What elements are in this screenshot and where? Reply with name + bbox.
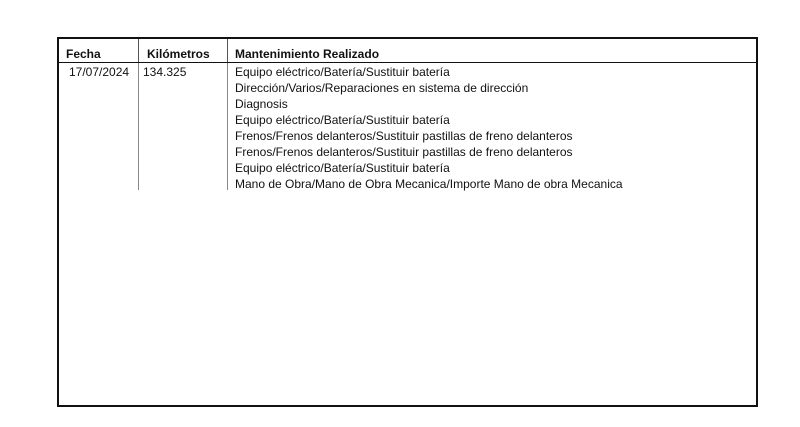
maintenance-table (57, 37, 758, 407)
header-divider-2 (227, 39, 228, 62)
maintenance-item: Mano de Obra/Mano de Obra Mecanica/Importe Mano de obra Mecanica (235, 177, 623, 191)
maintenance-item: Frenos/Frenos delanteros/Sustituir pastillas de freno delanteros (235, 129, 573, 143)
body-divider-2 (227, 63, 228, 190)
maintenance-item: Dirección/Varios/Reparaciones en sistema de dirección (235, 81, 529, 95)
maintenance-item: Frenos/Frenos delanteros/Sustituir pastillas de freno delanteros (235, 145, 573, 159)
header-divider-1 (138, 39, 139, 62)
header-maintenance: Mantenimiento Realizado (235, 47, 380, 61)
maintenance-list (235, 64, 623, 192)
maintenance-item: Equipo eléctrico/Batería/Sustituir batería (235, 113, 450, 127)
header-rule (59, 62, 756, 63)
maintenance-item: Equipo eléctrico/Batería/Sustituir batería (235, 161, 450, 175)
header-date: Fecha (66, 47, 101, 61)
record-date: 17/07/2024 (69, 65, 130, 79)
maintenance-item: Diagnosis (235, 97, 288, 111)
body-divider-1 (138, 63, 139, 190)
record-km: 134.325 (143, 65, 187, 79)
maintenance-item: Equipo eléctrico/Batería/Sustituir batería (235, 65, 450, 79)
header-km: Kilómetros (147, 47, 210, 61)
